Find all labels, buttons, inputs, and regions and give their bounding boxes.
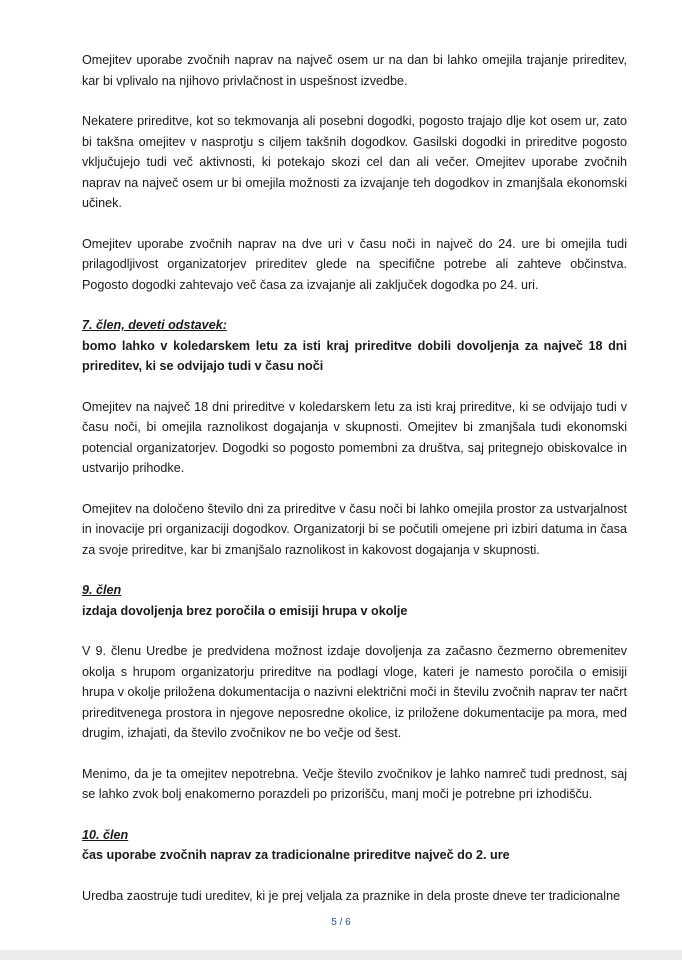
section-title-10: čas uporabe zvočnih naprav za tradicionalne prireditve največ do 2. ure <box>82 848 510 862</box>
paragraph: Nekatere prireditve, kot so tekmovanja ali posebni dogodki, pogosto trajajo dlje kot osem ur, zato bi takšna omejitev v nasprotju s ciljem takšnih dogodkov. Gasilski dogodki in prireditve pogosto vključujejo tudi več aktivnosti, ki potekajo skozi cel dan ali večer. Omejitev uporabe zvočnih naprav na največ osem ur bi omejila možnosti za izvajanje teh dogodkov in zmanjšala ekonomski učinek. <box>82 114 627 210</box>
paragraph: Omejitev uporabe zvočnih naprav na največ osem ur na dan bi lahko omejila trajanje prireditev, kar bi vplivalo na njihovo privlačnost in uspešnost izvedbe. <box>82 53 627 88</box>
paragraph: Omejitev na določeno število dni za prireditve v času noči bi lahko omejila prostor za ustvarjalnost in inovacije pri organizaciji dogodkov. Organizatorji bi se počutili omejene pri izbiri datuma in časa za svoje prireditve, kar bi zmanjšalo raznolikost in kakovost dogajanja v skupnosti. <box>82 501 627 557</box>
page-bottom-edge <box>0 950 682 960</box>
section-number-7: 7. člen, deveti odstavek: <box>82 318 227 332</box>
section-title-9: izdaja dovoljenja brez poročila o emisiji hrupa v okolje <box>82 603 408 618</box>
paragraph: Menimo, da je ta omejitev nepotrebna. Večje število zvočnikov je lahko namreč tudi prednost, saj se lahko zvok bolj enakomerno porazdeli po prizorišču, manj moči je potrebne pri izhodišču. <box>82 766 627 801</box>
paragraph: Omejitev na največ 18 dni prireditve v koledarskem letu za isti kraj prireditve, ki se odvijajo tudi v času noči, bi omejila raznolikost dogajanja v skupnosti. Omejitev bi zmanjšala tudi ekonomski potencial organizatorjev. Dogodki so pogosto pomembni za društva, saj pritegnejo obiskovalce in ustvarijo prihodke. <box>82 399 627 475</box>
section-title-7: bomo lahko v koledarskem letu za isti kraj prireditve dobili dovoljenja za največ 18 dni prireditev, ki se odvijajo tudi v času noči <box>82 338 627 373</box>
document-body <box>82 50 627 906</box>
page-number: 5 / 6 <box>331 917 351 928</box>
paragraph: Omejitev uporabe zvočnih naprav na dve uri v času noči in največ do 24. ure bi omejila tudi prilagodljivost organizatorjev prireditev glede na specifične potrebe ali zahteve občinstva. Pogosto dogodki zahtevajo več časa za izvajanje ali zaključek dogodka po 24. uri. <box>82 236 627 292</box>
section-number-10: 10. člen <box>82 827 129 842</box>
paragraph: V 9. členu Uredbe je predvidena možnost izdaje dovoljenja za začasno čezmerno obremenitev okolja s hrupom organizatorju prireditve na podlagi vloge, kateri je namesto poročila o emisiji hrupa v okolje priložena dokumentacija o nazivni električni moči in številu zvočnih naprav ter načrt prireditvenega prostora in njegove neposredne okolice, iz priložene dokumentacije pa mora, med drugim, izhajati, da število zvočnikov ne bo večje od šest. <box>82 644 627 740</box>
paragraph: Uredba zaostruje tudi ureditev, ki je prej veljala za praznike in dela proste dneve ter tradicionalne <box>82 888 621 903</box>
section-number-9: 9. člen <box>82 583 122 597</box>
